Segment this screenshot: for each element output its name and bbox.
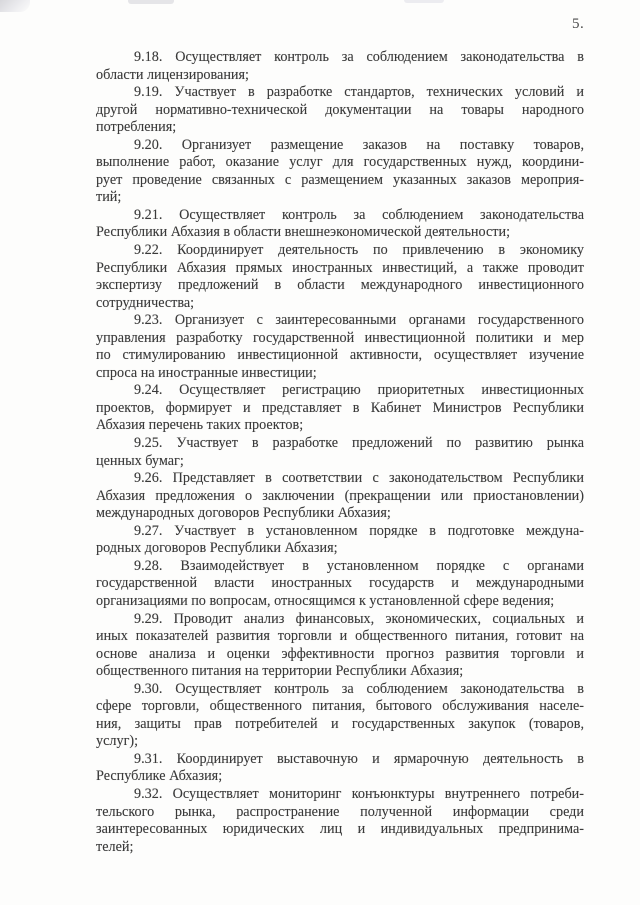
paragraph-9.21 xyxy=(96,207,584,242)
text-line: выполнение работ, оказание услуг для государственных нужд, координи- xyxy=(96,154,584,171)
text-line: 9.30. Осуществляет контроль за соблюдением законодательства в xyxy=(134,680,584,697)
text-line: организациями по вопросам, относящимся к установленной сфере ведения; xyxy=(96,592,555,609)
text-line: ния, защиты прав потребителей и государственных закупок (товаров, xyxy=(96,715,584,732)
scan-artifact-smudge xyxy=(404,0,444,3)
text-line: 9.22. Координирует деятельность по привлечению в экономику xyxy=(134,242,584,259)
paragraph-9.28 xyxy=(96,558,584,611)
text-line: услуг); xyxy=(96,733,139,750)
scan-artifact-smudge xyxy=(128,0,174,4)
text-line: проектов, формирует и представляет в Кабинет Министров Республики xyxy=(96,399,584,416)
text-line: сотрудничества; xyxy=(96,294,195,311)
text-line: государственной власти иностранных государств и международными xyxy=(96,575,584,592)
paragraph-9.22 xyxy=(96,242,584,312)
text-line: иных показателей развития торговли и общественного питания, готовит на xyxy=(96,628,584,645)
paragraph-9.19 xyxy=(96,84,584,137)
text-line: спроса на иностранные инвестиции; xyxy=(96,364,317,381)
text-line: по стимулированию инвестиционной активности, осуществляет изучение xyxy=(96,347,584,364)
paragraph-9.27 xyxy=(96,523,584,558)
text-line: 9.23. Организует с заинтересованными органами государственного xyxy=(134,312,584,329)
paragraph-9.20 xyxy=(96,137,584,207)
paragraph-9.30 xyxy=(96,681,584,751)
text-line: Республики Абхазия прямых иностранных инвестиций, а также проводит xyxy=(96,259,584,276)
text-line: 9.29. Проводит анализ финансовых, экономических, социальных и xyxy=(134,610,584,627)
paragraph-9.26 xyxy=(96,470,584,523)
text-line: 9.27. Участвует в установленном порядке в подготовке междуна- xyxy=(134,522,584,539)
text-line: 9.21. Осуществляет контроль за соблюдением законодательства xyxy=(134,206,584,223)
text-line: 9.24. Осуществляет регистрацию приоритетных инвестиционных xyxy=(134,382,584,399)
paragraph-9.29 xyxy=(96,611,584,681)
text-line: 9.26. Представляет в соответствии с законодательством Республики xyxy=(134,470,584,487)
text-line: 9.31. Координирует выставочную и ярмарочную деятельность в xyxy=(134,750,584,767)
text-line: общественного питания на территории Республики Абхазия; xyxy=(96,663,464,680)
text-line: области лицензирования; xyxy=(96,66,249,83)
text-line: 9.25. Участвует в разработке предложений по развитию рынка xyxy=(134,435,584,452)
text-line: 9.20. Организует размещение заказов на поставку товаров, xyxy=(134,136,584,153)
paragraph-9.23 xyxy=(96,312,584,382)
text-line: заинтересованных юридических лиц и индивидуальных предпринима- xyxy=(96,821,584,838)
text-line: потребления; xyxy=(96,119,177,136)
paragraph-9.18 xyxy=(96,49,584,84)
text-line: Республике Абхазия; xyxy=(96,768,223,785)
paragraph-9.31 xyxy=(96,751,584,786)
text-line: международных договоров Республики Абхазия; xyxy=(96,505,391,522)
text-line: родных договоров Республики Абхазия; xyxy=(96,540,338,557)
text-line: Абхазия перечень таких проектов; xyxy=(96,417,304,434)
text-line: рует проведение связанных с размещением указанных заказов мероприя- xyxy=(96,171,584,188)
text-line: тий; xyxy=(96,189,122,206)
text-line: Абхазия предложения о заключении (прекращении или приостановлении) xyxy=(96,487,584,504)
scan-artifact-corner xyxy=(0,0,30,12)
text-line: 9.19. Участвует в разработке стандартов, технических условий и xyxy=(134,84,584,101)
paragraph-9.25 xyxy=(96,435,584,470)
paragraph-9.24 xyxy=(96,382,584,435)
document-body xyxy=(96,49,584,856)
text-line: экспертизу предложений в области международного инвестиционного xyxy=(96,277,584,294)
text-line: ценных бумаг; xyxy=(96,452,184,469)
text-line: управления разработку государственной инвестиционной политики и мер xyxy=(96,329,584,346)
text-line: основе анализа и оценки эффективности прогноз развития торговли и xyxy=(96,645,584,662)
text-line: тельского рынка, распространение полученной информации среди xyxy=(96,803,584,820)
text-line: 9.32. Осуществляет мониторинг конъюнктуры внутреннего потреби- xyxy=(134,785,584,802)
text-line: сфере торговли, общественного питания, бытового обслуживания населе- xyxy=(96,698,584,715)
page-number: 5. xyxy=(572,16,585,32)
paragraph-9.32 xyxy=(96,786,584,856)
text-line: 9.18. Осуществляет контроль за соблюдением законодательства в xyxy=(134,49,584,65)
text-line: телей; xyxy=(96,838,134,855)
text-line: другой нормативно-технической документации на товары народного xyxy=(96,101,584,118)
text-line: Республики Абхазия в области внешнеэкономической деятельности; xyxy=(96,224,511,241)
text-line: 9.28. Взаимодействует в установленном порядке с органами xyxy=(134,557,584,574)
